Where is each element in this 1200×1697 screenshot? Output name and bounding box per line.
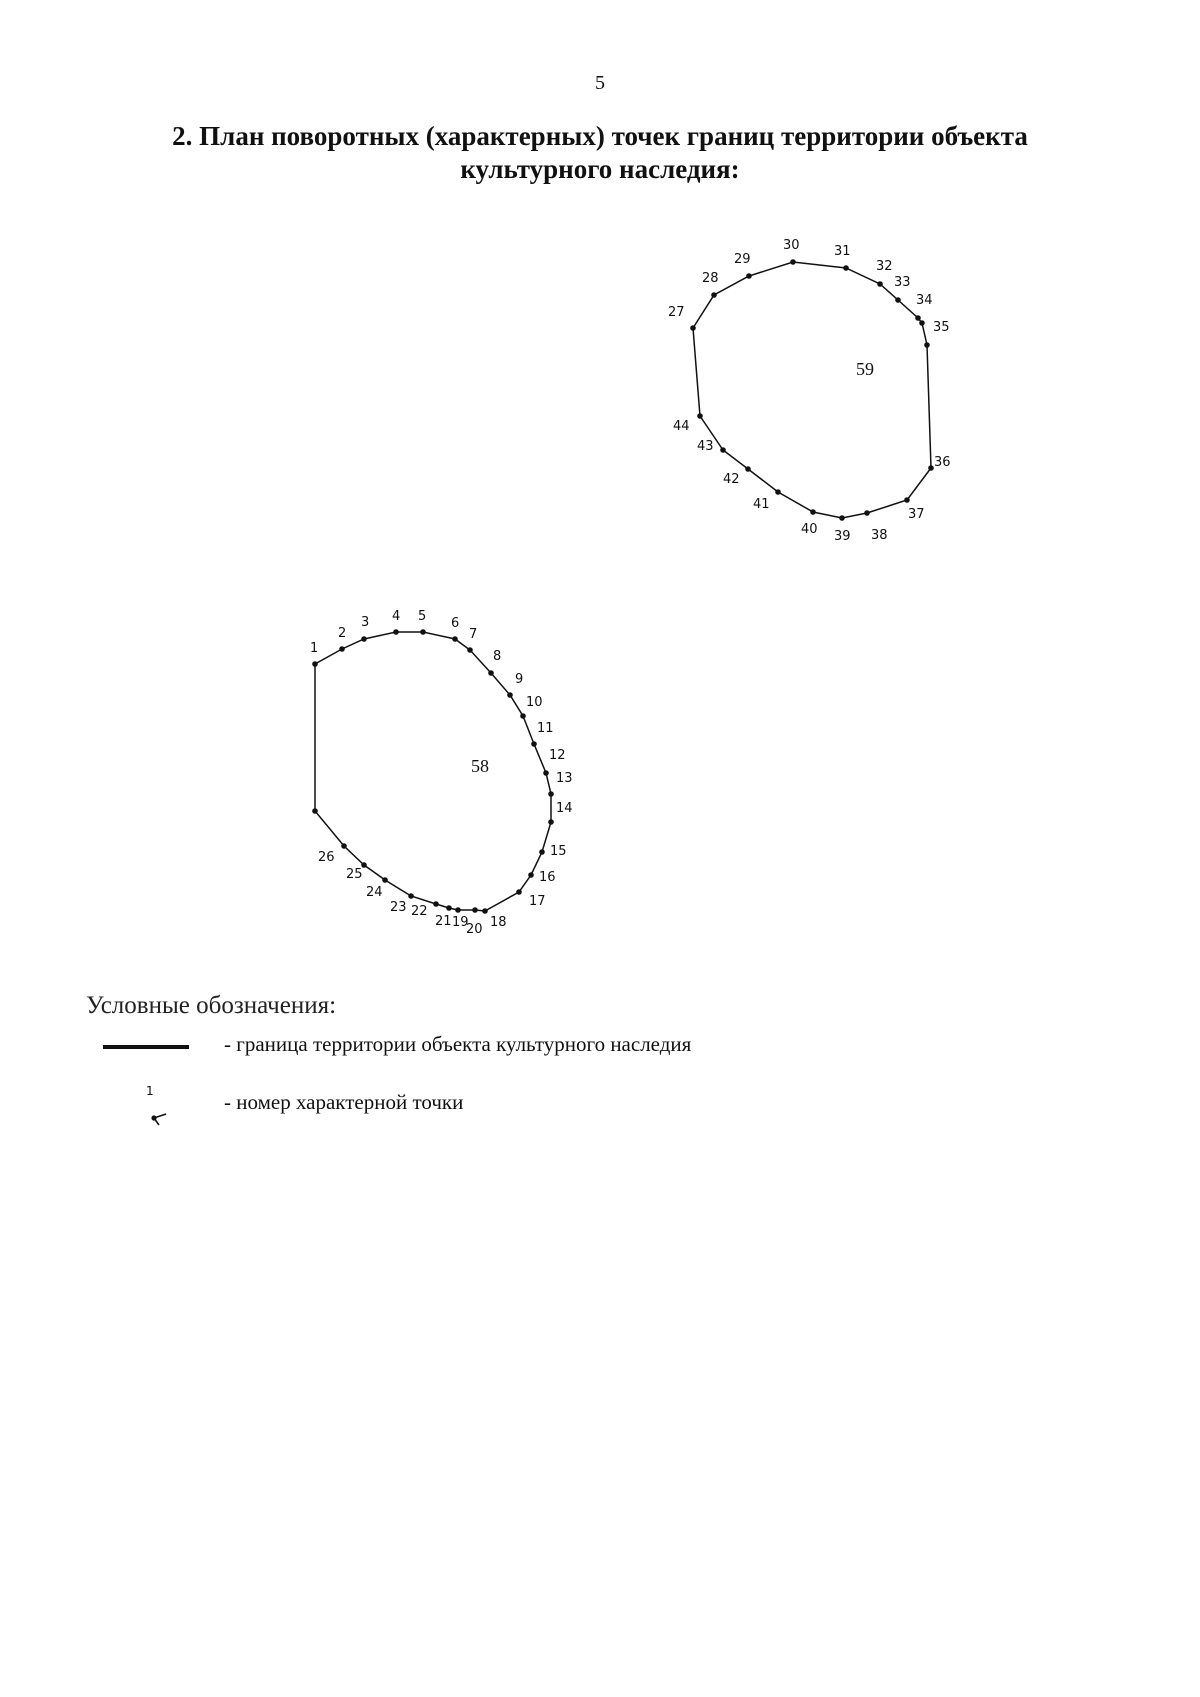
legend-title: Условные обозначения: bbox=[86, 992, 337, 1019]
vertex-marker bbox=[408, 893, 414, 899]
vertex-number-label: 19 bbox=[452, 915, 469, 930]
vertex-marker bbox=[790, 259, 796, 265]
vertex-number-label: 14 bbox=[556, 801, 573, 816]
vertex-marker bbox=[843, 265, 849, 271]
vertex-marker bbox=[312, 661, 318, 667]
vertex-marker bbox=[775, 489, 781, 495]
legend-point-text: - номер характерной точки bbox=[224, 1090, 464, 1114]
vertex-marker bbox=[446, 905, 452, 911]
vertex-marker bbox=[382, 877, 388, 883]
vertex-marker bbox=[720, 447, 726, 453]
vertex-number-label: 13 bbox=[556, 771, 573, 786]
vertex-number-label: 44 bbox=[673, 419, 690, 434]
vertex-number-label: 8 bbox=[493, 649, 502, 664]
vertex-number-label: 36 bbox=[934, 455, 951, 470]
vertex-marker bbox=[711, 292, 717, 298]
vertex-number-label: 5 bbox=[418, 609, 427, 624]
vertex-marker bbox=[341, 843, 347, 849]
vertex-number-label: 34 bbox=[916, 293, 933, 308]
vertex-marker bbox=[516, 889, 522, 895]
vertex-marker bbox=[915, 315, 921, 321]
vertex-marker bbox=[312, 808, 318, 814]
vertex-number-label: 39 bbox=[834, 529, 851, 544]
point-leader-icon bbox=[140, 1084, 180, 1128]
vertex-marker bbox=[924, 342, 930, 348]
point-marker-symbol bbox=[140, 1084, 180, 1128]
vertex-number-label: 43 bbox=[697, 439, 714, 454]
vertex-marker bbox=[539, 849, 545, 855]
vertex-marker bbox=[507, 692, 513, 698]
vertex-number-label: 17 bbox=[529, 894, 546, 909]
vertex-marker bbox=[488, 670, 494, 676]
vertex-number-label: 22 bbox=[411, 904, 428, 919]
vertex-number-label: 26 bbox=[318, 850, 335, 865]
vertex-marker bbox=[746, 273, 752, 279]
vertex-marker bbox=[531, 741, 537, 747]
vertex-number-label: 32 bbox=[876, 259, 893, 274]
vertex-marker bbox=[482, 908, 488, 914]
vertex-marker bbox=[455, 907, 461, 913]
vertex-marker bbox=[895, 297, 901, 303]
boundary-line-symbol bbox=[103, 1045, 189, 1049]
vertex-number-label: 30 bbox=[783, 238, 800, 253]
legend-point-number: 1 bbox=[146, 1084, 154, 1098]
vertex-number-label: 23 bbox=[390, 900, 407, 915]
vertex-number-label: 28 bbox=[702, 271, 719, 286]
vertex-marker bbox=[839, 515, 845, 521]
vertex-number-label: 6 bbox=[451, 616, 460, 631]
vertex-number-label: 10 bbox=[526, 695, 543, 710]
plot-59 bbox=[668, 238, 951, 544]
vertex-marker bbox=[928, 465, 934, 471]
vertex-number-label: 12 bbox=[549, 748, 566, 763]
vertex-marker bbox=[745, 466, 751, 472]
title-line-1: 2. План поворотных (характерных) точек границ территории объекта bbox=[172, 121, 1028, 151]
vertex-number-label: 9 bbox=[515, 672, 524, 687]
vertex-marker bbox=[697, 413, 703, 419]
vertex-number-label: 27 bbox=[668, 305, 685, 320]
page-number: 5 bbox=[595, 72, 605, 94]
vertex-number-label: 31 bbox=[834, 244, 851, 259]
vertex-marker bbox=[420, 629, 426, 635]
vertex-marker bbox=[339, 646, 345, 652]
vertex-number-label: 7 bbox=[469, 627, 478, 642]
vertex-number-label: 20 bbox=[466, 922, 483, 937]
vertex-number-label: 11 bbox=[537, 721, 554, 736]
vertex-marker bbox=[548, 791, 554, 797]
vertex-marker bbox=[919, 320, 925, 326]
vertex-number-label: 41 bbox=[753, 497, 770, 512]
vertex-marker bbox=[877, 281, 883, 287]
vertex-marker bbox=[543, 770, 549, 776]
vertex-marker bbox=[393, 629, 399, 635]
plot-area-label: 59 bbox=[856, 359, 874, 379]
plot-area-label: 58 bbox=[471, 756, 489, 776]
vertex-number-label: 16 bbox=[539, 870, 556, 885]
vertex-marker bbox=[472, 907, 478, 913]
vertex-number-label: 2 bbox=[338, 626, 347, 641]
vertex-number-label: 33 bbox=[894, 275, 911, 290]
vertex-number-label: 40 bbox=[801, 522, 818, 537]
vertex-marker bbox=[467, 647, 473, 653]
vertex-number-label: 38 bbox=[871, 528, 888, 543]
legend-boundary-text: - граница территории объекта культурного наследия bbox=[224, 1032, 692, 1056]
vertex-marker bbox=[864, 510, 870, 516]
vertex-marker bbox=[904, 497, 910, 503]
vertex-number-label: 35 bbox=[933, 320, 950, 335]
vertex-marker bbox=[433, 901, 439, 907]
vertex-number-label: 4 bbox=[392, 609, 401, 624]
vertex-marker bbox=[690, 325, 696, 331]
plot-58 bbox=[310, 609, 573, 937]
vertex-number-label: 25 bbox=[346, 867, 363, 882]
vertex-marker bbox=[361, 636, 367, 642]
vertex-marker bbox=[810, 509, 816, 515]
vertex-number-label: 18 bbox=[490, 915, 507, 930]
vertex-marker bbox=[520, 713, 526, 719]
vertex-marker bbox=[528, 872, 534, 878]
vertex-number-label: 37 bbox=[908, 507, 925, 522]
vertex-number-label: 1 bbox=[310, 641, 319, 656]
title-line-2: культурного наследия: bbox=[460, 154, 740, 184]
vertex-marker bbox=[548, 819, 554, 825]
vertex-number-label: 42 bbox=[723, 472, 740, 487]
vertex-number-label: 29 bbox=[734, 252, 751, 267]
vertex-number-label: 15 bbox=[550, 844, 567, 859]
vertex-marker bbox=[452, 636, 458, 642]
vertex-number-label: 24 bbox=[366, 885, 383, 900]
vertex-number-label: 3 bbox=[361, 615, 370, 630]
vertex-number-label: 21 bbox=[435, 914, 452, 929]
